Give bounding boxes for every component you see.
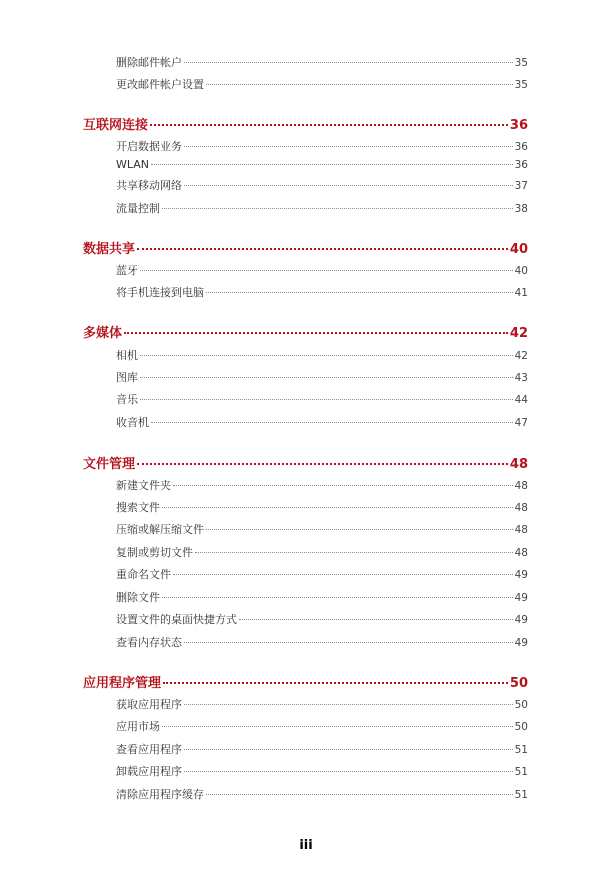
- toc-entry[interactable]: [116, 414, 528, 430]
- toc-entry[interactable]: [116, 718, 528, 734]
- toc-entry-title: 获取应用程序: [116, 698, 182, 711]
- toc-entry-title: 查看应用程序: [116, 743, 182, 756]
- toc-entry-page: 37: [514, 180, 528, 192]
- dot-leader: [162, 207, 513, 209]
- dot-leader: [163, 681, 508, 684]
- dot-leader: [140, 354, 513, 356]
- dot-leader: [140, 398, 513, 400]
- toc-entry-page: 44: [514, 394, 528, 406]
- toc-entry-title: 卸载应用程序: [116, 765, 182, 778]
- toc-entry[interactable]: [116, 589, 528, 605]
- dot-leader: [206, 291, 513, 293]
- dot-leader: [151, 163, 513, 165]
- toc-entry[interactable]: [116, 786, 528, 802]
- toc-entry[interactable]: [116, 369, 528, 385]
- toc-section-title: 应用程序管理: [83, 676, 162, 691]
- dot-leader: [173, 573, 513, 575]
- dot-leader: [150, 123, 508, 126]
- dot-leader: [184, 145, 513, 147]
- dot-leader: [206, 793, 513, 795]
- toc-entry-title: 音乐: [116, 393, 138, 406]
- toc-entry-page: 42: [514, 350, 528, 362]
- toc-entry[interactable]: [116, 262, 528, 278]
- dot-leader: [184, 61, 513, 63]
- toc-entry-page: 41: [514, 287, 528, 299]
- dot-leader: [162, 596, 513, 598]
- toc-entry-page: 49: [514, 637, 528, 649]
- toc-section-page: 40: [509, 242, 528, 257]
- toc-entry-title: 清除应用程序缓存: [116, 788, 204, 801]
- toc-entry[interactable]: [116, 347, 528, 363]
- toc-entry[interactable]: [116, 499, 528, 515]
- toc-entry[interactable]: [116, 696, 528, 712]
- dot-leader: [151, 421, 513, 423]
- dot-leader: [184, 748, 513, 750]
- toc-section-heading[interactable]: [83, 322, 528, 341]
- toc-entry-page: 48: [514, 524, 528, 536]
- toc-entry[interactable]: [116, 76, 528, 92]
- toc-section-page: 50: [509, 676, 528, 691]
- dot-leader: [140, 269, 513, 271]
- toc-entry-title: 流量控制: [116, 202, 160, 215]
- toc-entry-title: 新建文件夹: [116, 479, 171, 492]
- toc-entry-title: 将手机连接到电脑: [116, 286, 204, 299]
- toc-entry-page: 38: [514, 203, 528, 215]
- page-number: iii: [299, 838, 313, 853]
- toc-section-page: 42: [509, 326, 528, 341]
- toc-entry-page: 49: [514, 592, 528, 604]
- toc-entry-title: 收音机: [116, 416, 149, 429]
- toc-section-title: 互联网连接: [83, 118, 149, 133]
- toc-section-heading[interactable]: [83, 672, 528, 691]
- toc-entry[interactable]: [116, 544, 528, 560]
- toc-entry-title: 相机: [116, 349, 138, 362]
- toc-entry-title: 开启数据业务: [116, 140, 182, 153]
- toc-section-heading[interactable]: [83, 114, 528, 133]
- dot-leader: [184, 184, 513, 186]
- dot-leader: [137, 462, 508, 465]
- toc-entry-title: 重命名文件: [116, 568, 171, 581]
- toc-entry-page: 40: [514, 265, 528, 277]
- dot-leader: [195, 551, 513, 553]
- toc-entry-page: 49: [514, 569, 528, 581]
- toc-entry-title: 图库: [116, 371, 138, 384]
- toc-entry-title: 应用市场: [116, 720, 160, 733]
- dot-leader: [137, 247, 508, 250]
- toc-entry-page: 35: [514, 79, 528, 91]
- toc-entry-page: 49: [514, 614, 528, 626]
- toc-entry[interactable]: [116, 611, 528, 627]
- toc-entry-page: 51: [514, 766, 528, 778]
- dot-leader: [239, 618, 513, 620]
- toc-entry-title: 删除文件: [116, 591, 160, 604]
- toc-section-page: 36: [509, 118, 528, 133]
- toc-entry[interactable]: [116, 521, 528, 537]
- dot-leader: [124, 331, 508, 334]
- toc-entry-page: 36: [514, 141, 528, 153]
- toc-entry-title: 更改邮件帐户设置: [116, 78, 204, 91]
- toc-entry-title: 搜索文件: [116, 501, 160, 514]
- dot-leader: [173, 484, 513, 486]
- dot-leader: [184, 770, 513, 772]
- dot-leader: [184, 703, 513, 705]
- dot-leader: [184, 641, 513, 643]
- toc-entry-page: 51: [514, 789, 528, 801]
- toc-entry[interactable]: [116, 138, 528, 154]
- toc-entry-title: 查看内存状态: [116, 636, 182, 649]
- toc-entry-page: 48: [514, 480, 528, 492]
- dot-leader: [206, 83, 513, 85]
- toc-entry-page: 47: [514, 417, 528, 429]
- toc-entry-page: 50: [514, 699, 528, 711]
- toc-entry[interactable]: [116, 763, 528, 779]
- toc-entry[interactable]: [116, 391, 528, 407]
- toc-entry[interactable]: [116, 177, 528, 193]
- toc-entry-title: 设置文件的桌面快捷方式: [116, 613, 237, 626]
- toc-entry-page: 51: [514, 744, 528, 756]
- toc-entry-page: 36: [514, 159, 528, 171]
- toc-section-page: 48: [509, 457, 528, 472]
- toc-entry-title: WLAN: [116, 158, 150, 171]
- toc-entry-title: 蓝牙: [116, 264, 138, 277]
- toc-entry[interactable]: [116, 54, 528, 70]
- toc-entry-page: 48: [514, 502, 528, 514]
- toc-entry[interactable]: [116, 741, 528, 757]
- toc-entry[interactable]: [116, 566, 528, 582]
- toc-entry[interactable]: [116, 200, 528, 216]
- dot-leader: [140, 376, 513, 378]
- toc-entry[interactable]: [116, 634, 528, 650]
- toc-entry-title: 压缩或解压缩文件: [116, 523, 204, 536]
- toc-section-heading[interactable]: [83, 238, 528, 257]
- toc-section-title: 多媒体: [83, 326, 123, 341]
- toc-entry-title: 复制或剪切文件: [116, 546, 193, 559]
- toc-entry-page: 50: [514, 721, 528, 733]
- toc-entry-title: 删除邮件帐户: [116, 56, 182, 69]
- dot-leader: [162, 506, 513, 508]
- toc-entry[interactable]: [116, 284, 528, 300]
- toc-section-title: 数据共享: [83, 242, 136, 257]
- toc-entry-page: 43: [514, 372, 528, 384]
- toc-entry-page: 35: [514, 57, 528, 69]
- dot-leader: [206, 528, 513, 530]
- dot-leader: [162, 725, 513, 727]
- toc-section-title: 文件管理: [83, 457, 136, 472]
- toc-entry-title: 共享移动网络: [116, 179, 182, 192]
- toc-entry-page: 48: [514, 547, 528, 559]
- toc-section-heading[interactable]: [83, 453, 528, 472]
- toc-entry[interactable]: [116, 477, 528, 493]
- toc-entry[interactable]: [116, 158, 528, 171]
